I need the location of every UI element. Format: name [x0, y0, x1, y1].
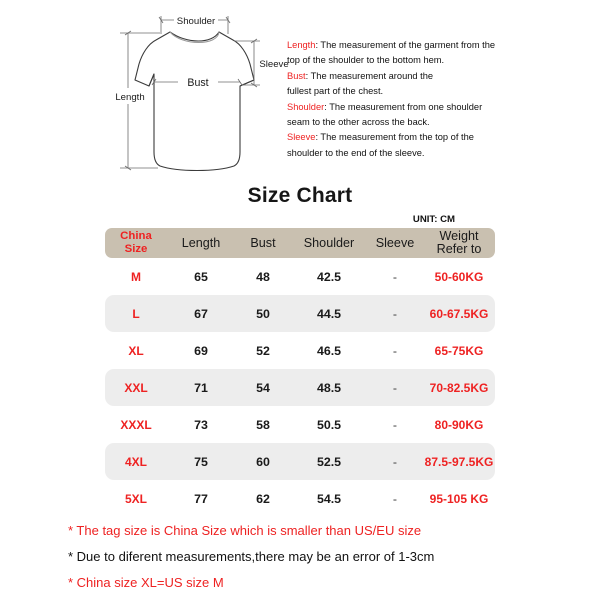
description-line	[287, 115, 515, 130]
header-china-size	[105, 230, 167, 256]
cell-bust: 62	[256, 491, 270, 506]
top-illustration-area	[0, 0, 600, 180]
header-weight-line1: Weight	[439, 229, 479, 243]
cell-size: M	[131, 269, 141, 284]
description-line	[287, 53, 515, 68]
table-row	[105, 258, 495, 295]
header-bust: Bust	[250, 235, 276, 250]
description-text: seam to the other across the back.	[287, 117, 430, 128]
measurement-descriptions	[287, 38, 515, 161]
cell-size: 4XL	[124, 454, 147, 469]
footnote: * The tag size is China Size which is smaller than US/EU size	[68, 523, 422, 538]
description-keyword: Shoulder	[287, 101, 325, 112]
description-keyword: Sleeve	[287, 132, 316, 143]
description-text: : The measurement from one shoulder	[324, 101, 483, 112]
cell-length: 77	[194, 491, 208, 506]
cell-shoulder: 46.5	[316, 343, 342, 358]
header-shoulder: Shoulder	[303, 235, 355, 250]
description-text: : The measurement of the garment from the	[315, 40, 496, 50]
table-header-row	[105, 228, 495, 258]
table-row	[105, 480, 495, 517]
page-title: Size Chart	[247, 184, 353, 207]
cell-bust: 58	[256, 417, 270, 432]
tshirt-diagram	[108, 2, 293, 180]
description-line	[287, 69, 515, 84]
cell-shoulder: 52.5	[316, 454, 342, 469]
cell-bust: 48	[256, 269, 270, 284]
table-row	[105, 406, 495, 443]
cell-bust: 60	[256, 454, 270, 469]
cell-sleeve: -	[392, 306, 398, 321]
cell-weight: 80-90KG	[434, 417, 484, 432]
header-weight-line2: Refer to	[436, 242, 482, 256]
cell-weight: 60-67.5KG	[429, 306, 489, 321]
description-line	[287, 84, 515, 99]
footnote: * China size XL=US size M	[68, 575, 224, 590]
unit-label: UNIT: CM	[412, 214, 455, 225]
table-row	[105, 443, 495, 480]
cell-weight: 65-75KG	[434, 343, 484, 358]
description-text: : The measurement from the top of the	[315, 132, 474, 143]
cell-shoulder: 50.5	[316, 417, 342, 432]
cell-length: 67	[194, 306, 208, 321]
cell-shoulder: 44.5	[316, 306, 342, 321]
cell-bust: 52	[256, 343, 270, 358]
cell-length: 71	[194, 380, 208, 395]
cell-sleeve: -	[392, 269, 398, 284]
cell-sleeve: -	[392, 343, 398, 358]
cell-weight: 87.5-97.5KG	[424, 454, 494, 469]
cell-shoulder: 48.5	[316, 380, 342, 395]
cell-sleeve: -	[392, 491, 398, 506]
cell-weight: 70-82.5KG	[429, 380, 489, 395]
cell-sleeve: -	[392, 454, 398, 469]
cell-length: 73	[194, 417, 208, 432]
cell-size: XXL	[124, 380, 148, 395]
header-length: Length	[181, 235, 221, 250]
cell-weight: 50-60KG	[434, 269, 484, 284]
header-sleeve: Sleeve	[375, 235, 415, 250]
cell-bust: 50	[256, 306, 270, 321]
cell-sleeve: -	[392, 417, 398, 432]
description-line	[287, 146, 515, 161]
description-keyword: Bust	[287, 70, 306, 81]
footnotes	[68, 518, 568, 596]
cell-weight: 95-105 KG	[429, 491, 489, 506]
cell-size: XXXL	[120, 417, 152, 432]
description-text: : The measurement around the	[305, 70, 434, 81]
footnote: * Due to diferent measurements,there may be an error of 1-3cm	[68, 549, 435, 564]
cell-size: XL	[128, 343, 144, 358]
cell-size: 5XL	[124, 491, 147, 506]
description-keyword: Length	[287, 40, 316, 50]
description-text: shoulder to the end of the sleeve.	[287, 147, 425, 158]
shoulder-dimension-label: Shoulder	[176, 16, 216, 27]
table-row	[105, 332, 495, 369]
cell-bust: 54	[256, 380, 270, 395]
cell-length: 65	[194, 269, 208, 284]
cell-sleeve: -	[392, 380, 398, 395]
description-text: fullest part of the chest.	[287, 86, 384, 97]
cell-shoulder: 42.5	[316, 269, 342, 284]
bust-dimension-label: Bust	[187, 77, 209, 89]
description-line	[287, 38, 515, 53]
cell-size: L	[132, 306, 140, 321]
sleeve-dimension-label: Sleeve	[259, 59, 289, 70]
table-row	[105, 369, 495, 406]
description-line	[287, 100, 515, 115]
cell-shoulder: 54.5	[316, 491, 342, 506]
size-chart-table	[105, 228, 495, 517]
table-row	[105, 295, 495, 332]
description-text: top of the shoulder to the bottom hem.	[287, 55, 445, 66]
cell-length: 75	[194, 454, 208, 469]
header-china-size-line1: China	[120, 230, 152, 242]
cell-length: 69	[194, 343, 208, 358]
length-dimension-label: Length	[115, 92, 145, 103]
tshirt-body	[135, 32, 254, 171]
header-weight	[423, 230, 495, 256]
header-china-size-line2: Size	[124, 243, 148, 255]
description-line	[287, 130, 515, 145]
